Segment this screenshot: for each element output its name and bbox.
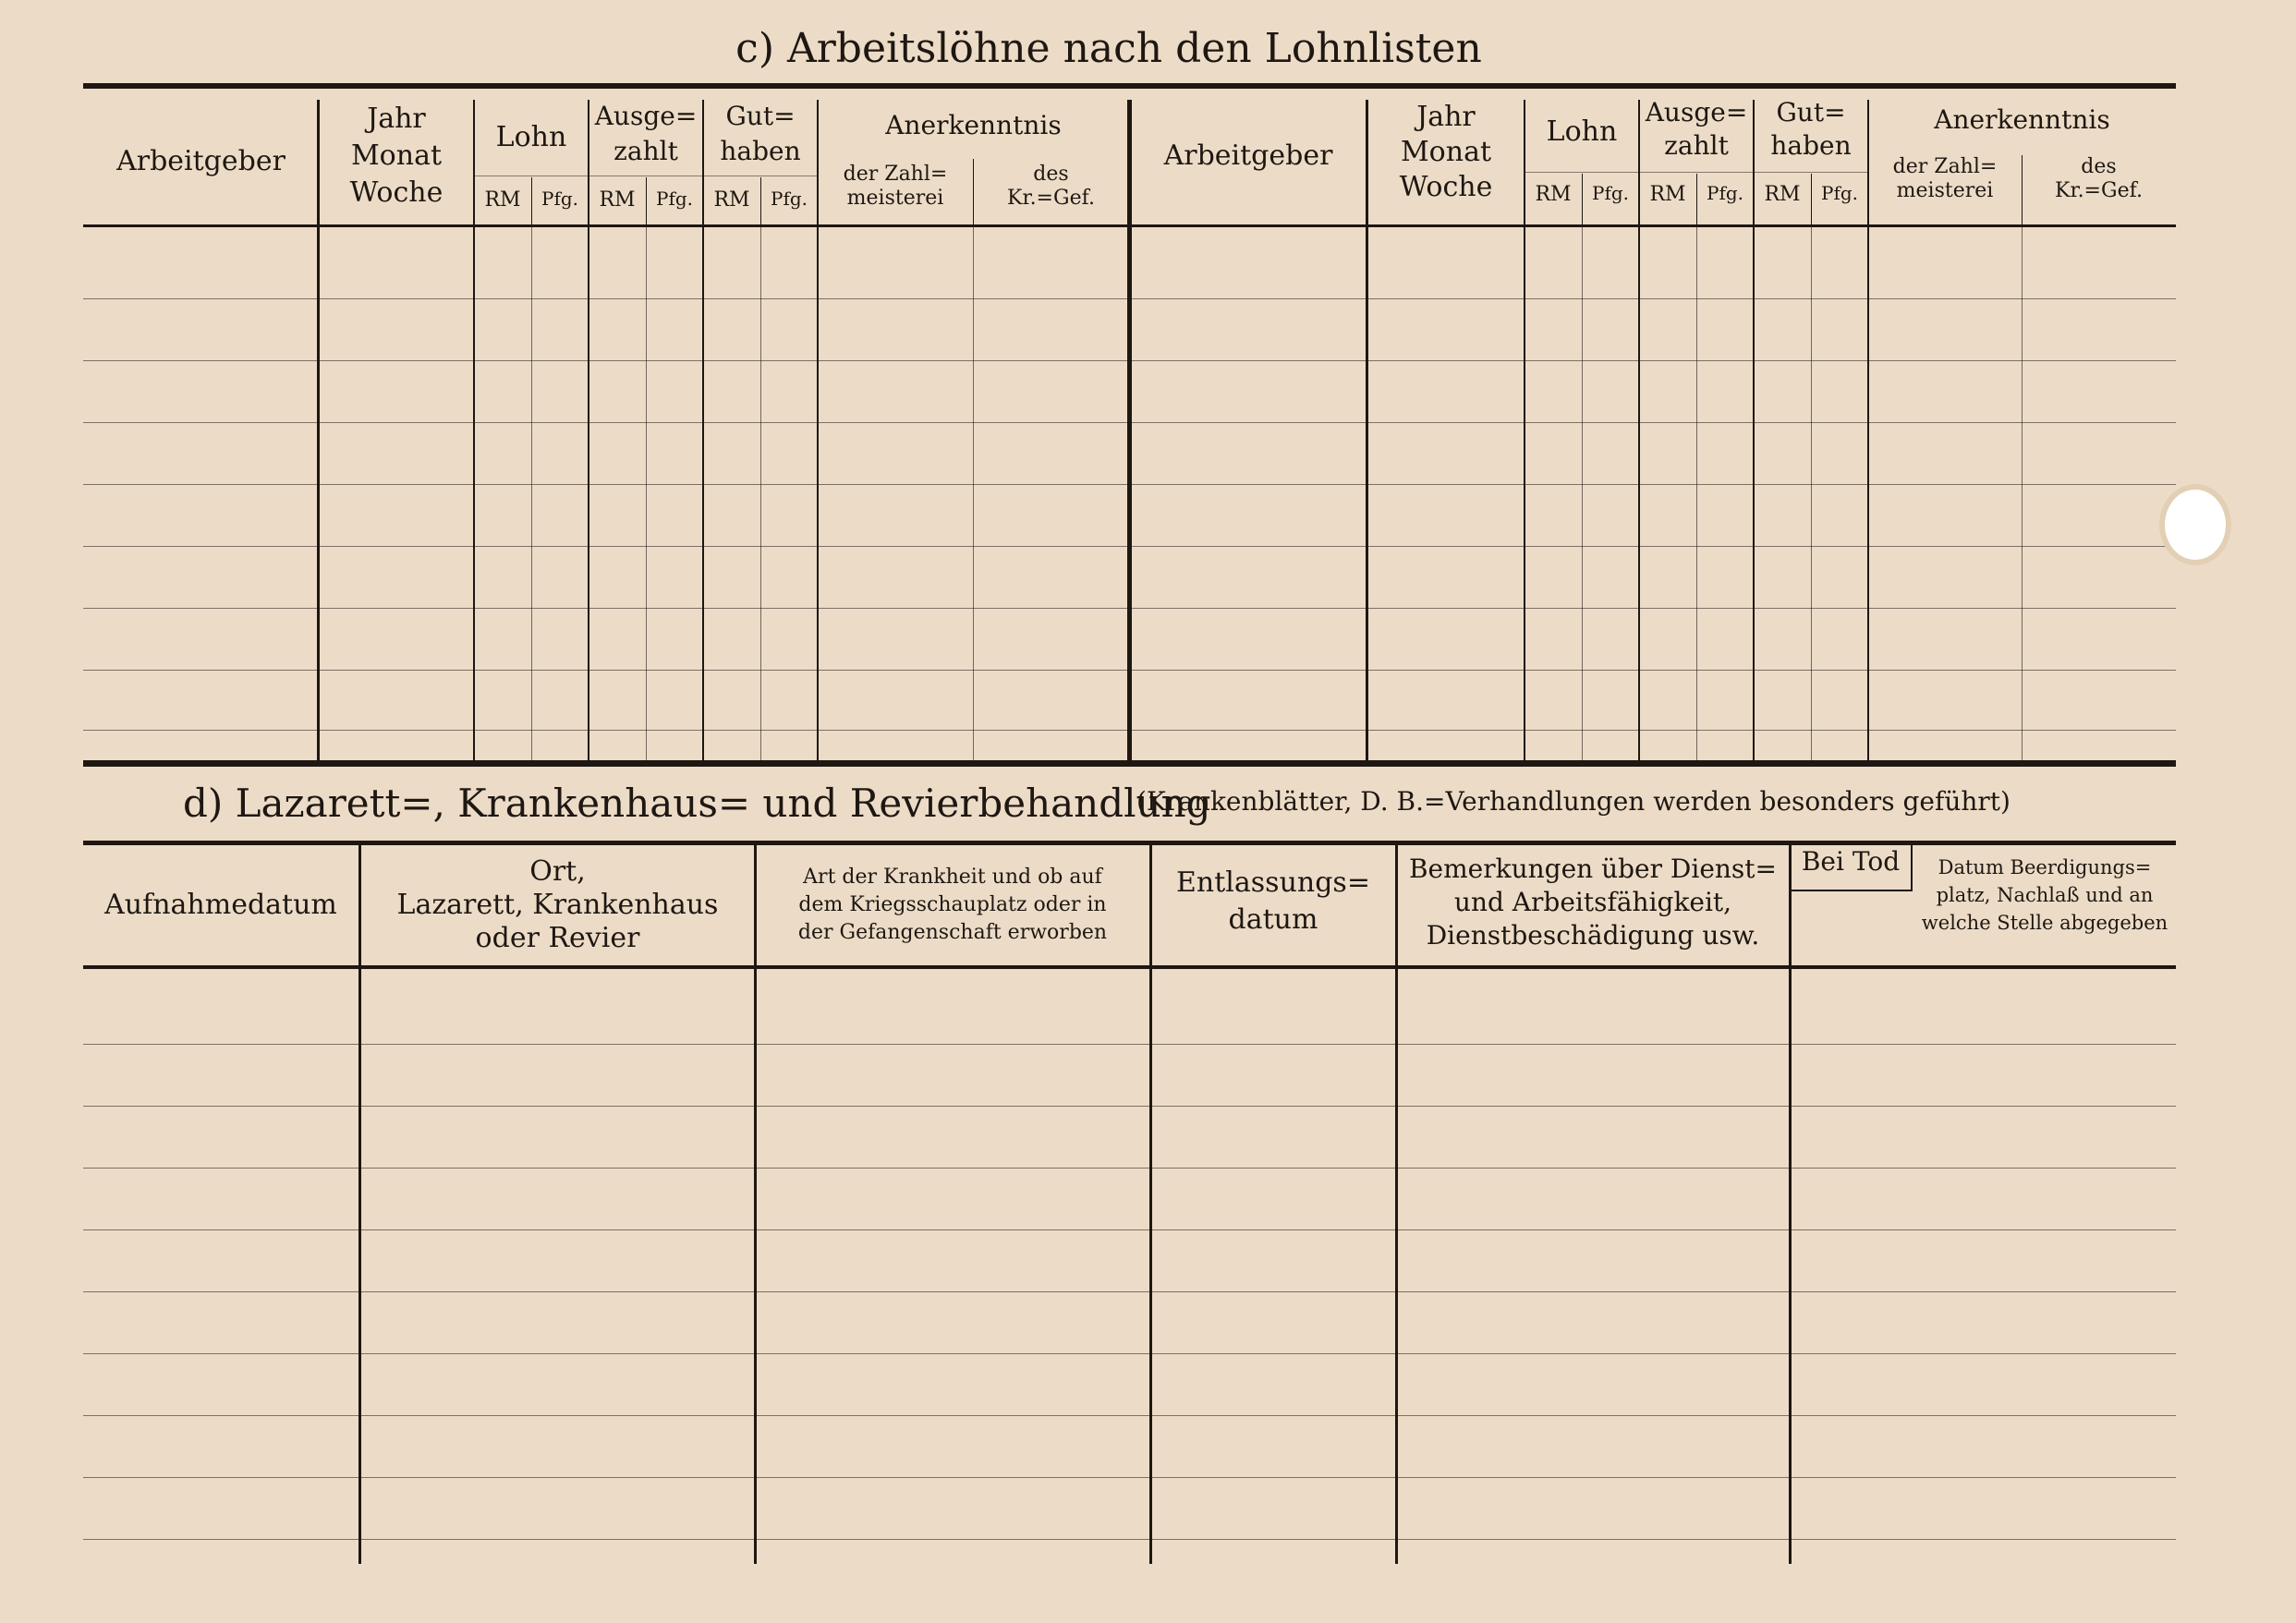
krgef-label-1: des bbox=[2081, 155, 2117, 178]
header-art-der-krankheit bbox=[756, 845, 1149, 965]
header-jahr-monat-woche-right bbox=[1367, 89, 1525, 224]
ausgezahlt-label-1: Ausge= bbox=[594, 101, 698, 131]
writing-line bbox=[83, 730, 2176, 731]
entlassung-label-2: datum bbox=[1228, 903, 1318, 936]
rm-label: RM bbox=[1535, 183, 1572, 206]
ort-label-1: Ort, bbox=[529, 855, 586, 888]
header-subdivider bbox=[646, 177, 647, 224]
rm-label: RM bbox=[713, 188, 750, 212]
zahlmeisterei-label-1: der Zahl= bbox=[843, 163, 948, 186]
column-divider bbox=[473, 100, 475, 760]
woche-label: Woche bbox=[349, 176, 443, 209]
pfg-label: Pfg. bbox=[1591, 182, 1630, 204]
column-divider bbox=[1867, 100, 1869, 760]
ort-label-3: oder Revier bbox=[475, 922, 640, 954]
section-d-note: (Krankenblätter, D. B.=Verhandlungen werden besonders geführt) bbox=[1136, 786, 2011, 817]
jahr-label: Jahr bbox=[367, 103, 426, 135]
header-subdivider bbox=[1696, 174, 1697, 224]
header-bei-tod bbox=[1791, 845, 2176, 965]
sub-column-divider bbox=[1811, 227, 1812, 760]
column-divider bbox=[702, 100, 704, 760]
art-label-1: Art der Krankheit und ob auf bbox=[803, 866, 1102, 889]
writing-line bbox=[83, 608, 2176, 609]
header-aufnahmedatum bbox=[83, 845, 358, 965]
bemerkungen-label-2: und Arbeitsfähigkeit, bbox=[1453, 887, 1732, 917]
woche-label: Woche bbox=[1399, 171, 1493, 203]
header-subdivider bbox=[1582, 174, 1583, 224]
writing-line bbox=[83, 1229, 2176, 1230]
column-divider bbox=[1753, 100, 1755, 760]
header-subdivider bbox=[973, 159, 974, 224]
zahlmeisterei-label-2: meisterei bbox=[846, 187, 944, 210]
sub-column-divider bbox=[646, 227, 647, 760]
pfg-label: Pfg. bbox=[770, 188, 808, 210]
header-arbeitgeber-left bbox=[83, 89, 319, 224]
writing-line bbox=[83, 1353, 2176, 1354]
ausgezahlt-label-2: zahlt bbox=[613, 136, 678, 166]
jahr-label: Jahr bbox=[1416, 101, 1476, 133]
bemerkungen-label-1: Bemerkungen über Dienst= bbox=[1408, 854, 1777, 884]
krgef-label-1: des bbox=[1033, 163, 1069, 186]
writing-line bbox=[83, 360, 2176, 361]
writing-line bbox=[83, 1291, 2176, 1292]
sub-column-divider bbox=[973, 227, 974, 760]
guthaben-label-2: haben bbox=[720, 136, 801, 166]
lohn-label: Lohn bbox=[1546, 115, 1618, 148]
pfg-label: Pfg. bbox=[1706, 182, 1744, 204]
header-jahr-monat-woche-left bbox=[319, 89, 474, 224]
writing-line bbox=[83, 484, 2176, 485]
writing-line bbox=[83, 1044, 2176, 1045]
column-divider bbox=[1524, 100, 1525, 760]
monat-label: Monat bbox=[1400, 136, 1492, 168]
header-entlassungsdatum bbox=[1151, 845, 1395, 965]
writing-line bbox=[83, 546, 2176, 547]
header-ort bbox=[360, 845, 755, 965]
section-c-bottom-rule bbox=[83, 760, 2176, 767]
sub-column-divider bbox=[2022, 227, 2023, 760]
writing-line bbox=[83, 1415, 2176, 1416]
art-label-3: der Gefangenschaft erworben bbox=[797, 921, 1108, 944]
header-subdivider bbox=[1811, 174, 1812, 224]
column-divider bbox=[1395, 845, 1398, 1564]
header-subrule bbox=[1525, 172, 1868, 173]
column-divider bbox=[1789, 845, 1792, 1564]
rm-label: RM bbox=[1764, 183, 1801, 206]
guthaben-label-2: haben bbox=[1770, 130, 1852, 161]
sub-column-divider bbox=[1582, 227, 1583, 760]
sub-column-divider bbox=[531, 227, 532, 760]
anerkenntnis-label: Anerkenntnis bbox=[1934, 104, 2110, 135]
guthaben-label-1: Gut= bbox=[725, 101, 796, 131]
anerkenntnis-label: Anerkenntnis bbox=[885, 110, 1062, 140]
guthaben-label-1: Gut= bbox=[1776, 97, 1846, 127]
section-d-header-rule bbox=[83, 965, 2176, 969]
datum-label-3: welche Stelle abgegeben bbox=[1921, 912, 2168, 934]
header-bemerkungen bbox=[1397, 845, 1789, 965]
rm-label: RM bbox=[484, 188, 521, 212]
writing-line bbox=[83, 670, 2176, 671]
writing-line bbox=[83, 1539, 2176, 1540]
bei-tod-underline bbox=[1791, 890, 1911, 891]
column-divider bbox=[817, 100, 819, 760]
writing-line bbox=[83, 1106, 2176, 1107]
rm-label: RM bbox=[599, 188, 636, 212]
column-divider bbox=[754, 845, 757, 1564]
monat-label: Monat bbox=[350, 139, 443, 172]
column-divider bbox=[1366, 100, 1368, 760]
arbeitgeber-label: Arbeitgeber bbox=[116, 145, 285, 177]
punch-hole bbox=[2165, 490, 2226, 560]
ausgezahlt-label-2: zahlt bbox=[1664, 130, 1729, 161]
lohn-label: Lohn bbox=[495, 121, 567, 153]
sub-column-divider bbox=[1696, 227, 1697, 760]
sub-column-divider bbox=[760, 227, 761, 760]
entlassung-label-1: Entlassungs= bbox=[1176, 866, 1370, 899]
writing-line bbox=[83, 298, 2176, 299]
art-label-2: dem Kriegsschauplatz oder in bbox=[798, 893, 1107, 916]
section-c-title: c) Arbeitslöhne nach den Lohnlisten bbox=[735, 25, 1482, 72]
datum-label-2: platz, Nachlaß und an bbox=[1936, 884, 2154, 906]
pfg-label: Pfg. bbox=[1820, 182, 1859, 204]
section-d-title: d) Lazarett=, Krankenhaus= und Revierbehandlung bbox=[183, 781, 1211, 826]
datum-label-1: Datum Beerdigungs= bbox=[1938, 856, 2152, 878]
krgef-label-2: Kr.=Gef. bbox=[2055, 179, 2143, 202]
krgef-label-2: Kr.=Gef. bbox=[1007, 187, 1095, 210]
aufnahmedatum-label: Aufnahmedatum bbox=[104, 889, 337, 921]
zahlmeisterei-label-1: der Zahl= bbox=[1892, 155, 1998, 178]
ort-label-2: Lazarett, Krankenhaus bbox=[396, 889, 719, 921]
bemerkungen-label-3: Dienstbeschädigung usw. bbox=[1426, 920, 1760, 951]
column-divider bbox=[1127, 100, 1132, 760]
writing-line bbox=[83, 422, 2176, 423]
header-arbeitgeber-right bbox=[1129, 89, 1367, 224]
header-subdivider bbox=[531, 177, 532, 224]
pfg-label: Pfg. bbox=[655, 188, 694, 210]
bei-tod-divider bbox=[1911, 845, 1913, 891]
rm-label: RM bbox=[1649, 183, 1686, 206]
zahlmeisterei-label-2: meisterei bbox=[1896, 179, 1994, 202]
bei-tod-label: Bei Tod bbox=[1801, 846, 1901, 877]
arbeitgeber-label: Arbeitgeber bbox=[1163, 139, 1333, 172]
column-divider bbox=[1149, 845, 1152, 1564]
column-divider bbox=[588, 100, 589, 760]
header-subdivider bbox=[2022, 155, 2023, 224]
column-divider bbox=[1638, 100, 1640, 760]
column-divider bbox=[317, 100, 320, 760]
writing-line bbox=[83, 1477, 2176, 1478]
pfg-label: Pfg. bbox=[541, 188, 579, 210]
ausgezahlt-label-1: Ausge= bbox=[1645, 97, 1748, 127]
header-subdivider bbox=[760, 177, 761, 224]
writing-line bbox=[83, 1168, 2176, 1169]
column-divider bbox=[358, 845, 361, 1564]
